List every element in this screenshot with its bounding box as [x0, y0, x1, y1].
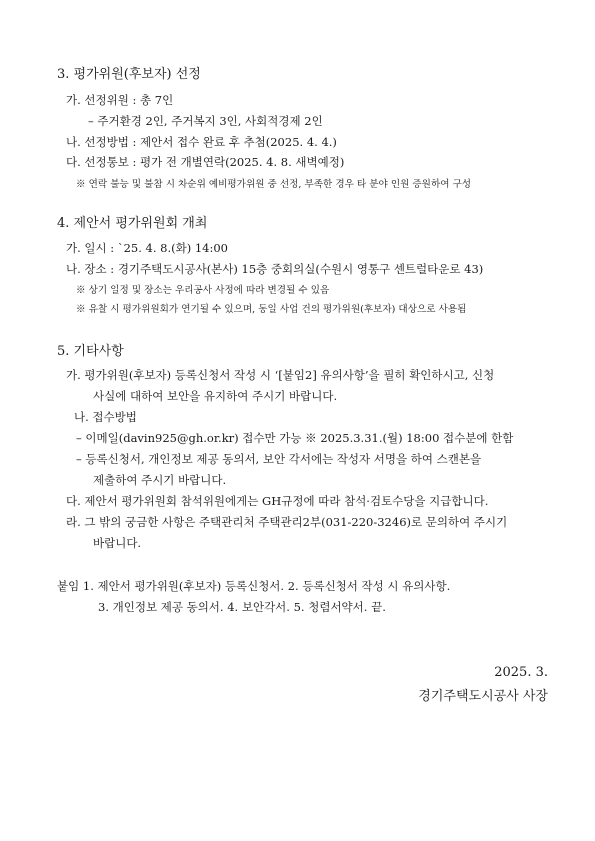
issuer-name: 경기주택도시공사 사장 [418, 689, 548, 704]
section-5-item-b: 나. 접수방법 [74, 410, 137, 424]
section-3-item-a: 가. 선정위원 : 총 7인 [66, 93, 174, 107]
section-4-note-1: ※ 상기 일정 및 장소는 우리공사 사정에 따라 변경될 수 있음 [76, 285, 330, 296]
section-3-note: ※ 연락 불능 및 불참 시 차순위 예비평가위원 중 선정, 부족한 경우 타 분야 인원 증원하여 구성 [76, 179, 472, 190]
section-4-note-2: ※ 유찰 시 평가위원회가 연기될 수 있으며, 동일 사업 건의 평가위원(후보자) 대상으로 사용됨 [76, 304, 467, 315]
section-5-item-b-docs-line-1: – 등록신청서, 개인정보 제공 동의서, 보안 각서에는 작성자 서명을 하여 스캔본을 [76, 452, 482, 466]
section-4-item-a: 가. 일시 : `25. 4. 8.(화) 14:00 [66, 241, 228, 255]
section-5-item-b-docs-line-2: 제출하여 주시기 바랍니다. [93, 473, 227, 487]
section-4-heading: 4. 제안서 평가위원회 개최 [57, 216, 208, 231]
attachments-line-1: 붙임 1. 제안서 평가위원(후보자) 등록신청서. 2. 등록신청서 작성 시 유의사항. [57, 579, 451, 593]
section-3-item-b: 나. 선정방법 : 제안서 접수 완료 후 추첨(2025. 4. 4.) [66, 135, 337, 149]
section-3-heading: 3. 평가위원(후보자) 선정 [57, 67, 201, 82]
section-5-item-d-line-2: 바랍니다. [93, 536, 142, 550]
section-5-item-a-line-1: 가. 평가위원(후보자) 등록신청서 작성 시 ‘[붙임2] 유의사항’을 필히 확인하시고, 신청 [66, 368, 495, 382]
issue-date: 2025. 3. [494, 665, 548, 680]
section-3-item-c: 다. 선정통보 : 평가 전 개별연락(2025. 4. 8. 새벽예정) [66, 155, 345, 169]
attachments-line-2: 3. 개인정보 제공 동의서. 4. 보안각서. 5. 청렴서약서. 끝. [98, 600, 386, 614]
section-5-item-b-email: – 이메일(davin925@gh.or.kr) 접수만 가능 ※ 2025.3.31.(월) 18:00 접수분에 한함 [76, 431, 514, 445]
section-4-item-b: 나. 장소 : 경기주택도시공사(본사) 15층 중회의실(수원시 영통구 센트럴타운로 43) [66, 262, 484, 276]
section-5-item-d-line-1: 라. 그 밖의 궁금한 사항은 주택관리처 주택관리2부(031-220-3246)로 문의하여 주시기 [66, 515, 508, 529]
section-5-item-c: 다. 제안서 평가위원회 참석위원에게는 GH규정에 따라 참석·검토수당을 지급합니다. [66, 494, 489, 508]
section-5-heading: 5. 기타사항 [57, 344, 124, 359]
section-5-item-a-line-2: 사실에 대하여 보안을 유지하여 주시기 바랍니다. [93, 389, 338, 403]
section-3-item-a-detail: – 주거환경 2인, 주거복지 3인, 사회적경제 2인 [88, 114, 323, 128]
